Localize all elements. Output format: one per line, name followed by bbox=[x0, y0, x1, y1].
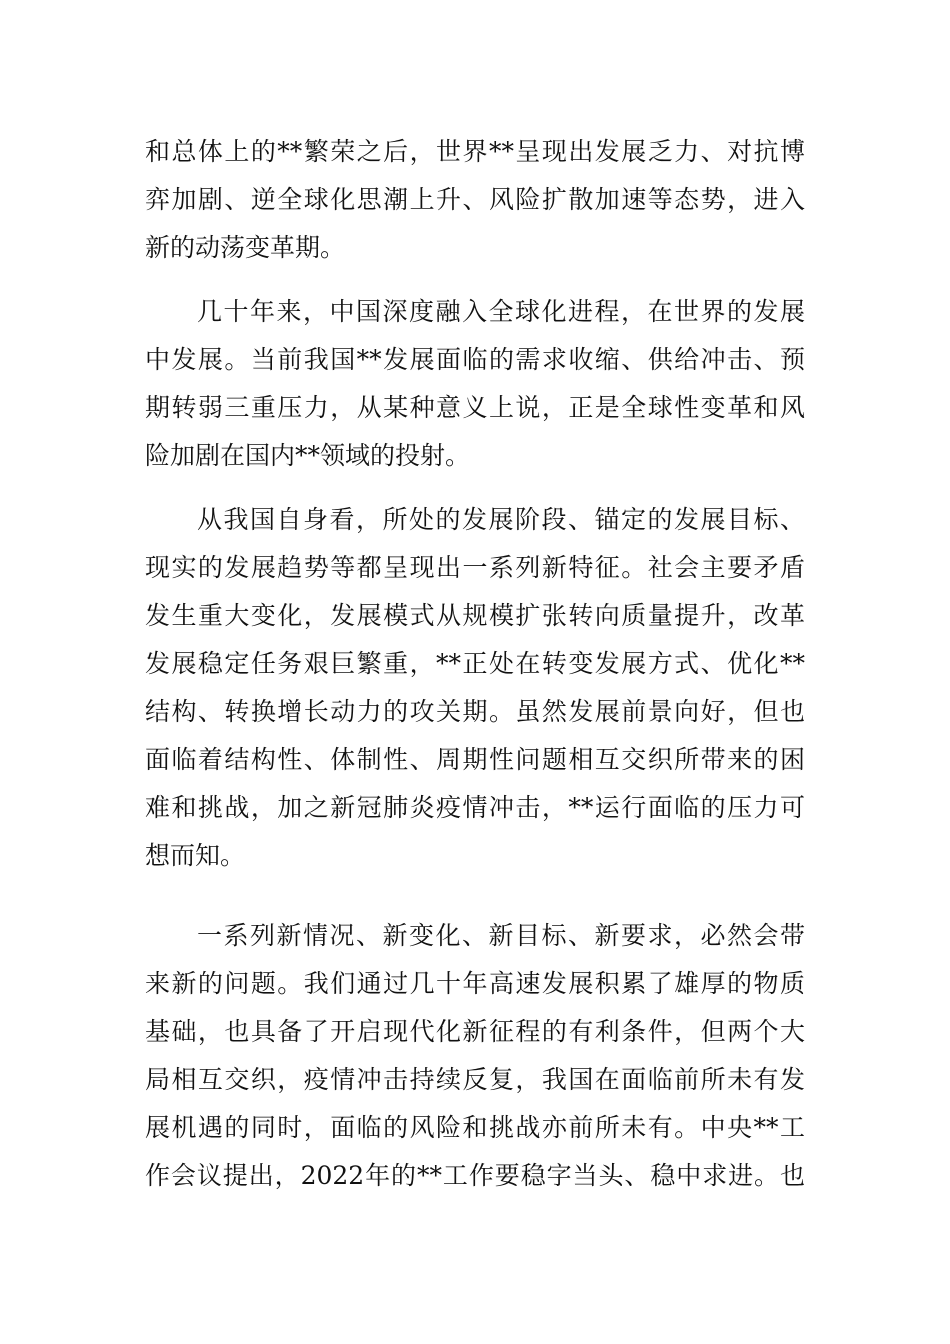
text-line: 期转弱三重压力，从某种意义上说，正是全球性变革和风 bbox=[145, 393, 805, 422]
text-line: 险加剧在国内**领域的投射。 bbox=[145, 441, 471, 470]
text-line: 作会议提出，2022年的**工作要稳字当头、稳中求进。也 bbox=[145, 1161, 805, 1190]
text-line: 几十年来，中国深度融入全球化进程，在世界的发展 bbox=[197, 297, 805, 326]
text-line: 来新的问题。我们通过几十年高速发展积累了雄厚的物质 bbox=[145, 969, 805, 998]
text-line: 从我国自身看，所处的发展阶段、锚定的发展目标、 bbox=[197, 505, 805, 534]
text-line: 新的动荡变革期。 bbox=[145, 233, 346, 262]
text-line: 现实的发展趋势等都呈现出一系列新特征。社会主要矛盾 bbox=[145, 553, 805, 582]
text-line: 展机遇的同时，面临的风险和挑战亦前所未有。中央**工 bbox=[145, 1113, 805, 1142]
text-line: 结构、转换增长动力的攻关期。虽然发展前景向好，但也 bbox=[145, 697, 805, 726]
text-line: 面临着结构性、体制性、周期性问题相互交织所带来的困 bbox=[145, 745, 805, 774]
text-line: 发生重大变化，发展模式从规模扩张转向质量提升，改革 bbox=[145, 601, 805, 630]
text-line: 一系列新情况、新变化、新目标、新要求，必然会带 bbox=[197, 921, 805, 950]
text-line: 中发展。当前我国**发展面临的需求收缩、供给冲击、预 bbox=[145, 345, 805, 374]
text-line: 发展稳定任务艰巨繁重，**正处在转变发展方式、优化** bbox=[145, 649, 805, 678]
text-line: 和总体上的**繁荣之后，世界**呈现出发展乏力、对抗博 bbox=[145, 137, 805, 166]
text-line: 难和挑战，加之新冠肺炎疫情冲击，**运行面临的压力可 bbox=[145, 793, 805, 822]
text-line: 基础，也具备了开启现代化新征程的有利条件，但两个大 bbox=[145, 1017, 805, 1046]
text-line: 弈加剧、逆全球化思潮上升、风险扩散加速等态势，进入 bbox=[145, 185, 805, 214]
text-line: 想而知。 bbox=[145, 841, 246, 870]
text-line: 局相互交织，疫情冲击持续反复，我国在面临前所未有发 bbox=[145, 1065, 805, 1094]
